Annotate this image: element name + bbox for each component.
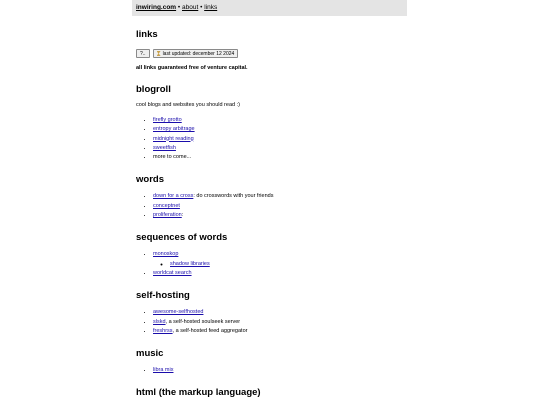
site-home-link[interactable]: inwiring.com — [136, 4, 177, 11]
hourglass-icon — [157, 51, 161, 56]
list-item — [153, 202, 406, 211]
link-monoskop[interactable]: monoskop — [153, 251, 179, 258]
section-title: blogroll — [136, 84, 171, 95]
last-updated-button[interactable] — [153, 49, 239, 58]
link-libra-mix[interactable]: libra mix — [153, 367, 174, 374]
list-item — [153, 125, 406, 134]
link-entropy-arbitrage[interactable]: entropy arbitrage — [153, 126, 195, 133]
nav-about-link[interactable]: about — [182, 4, 199, 11]
list-item — [153, 366, 406, 375]
list-item — [153, 135, 406, 144]
link-down-for-a-cross[interactable]: down for a cross — [153, 193, 194, 200]
list-item — [153, 153, 406, 162]
tagline: all links guaranteed free of venture capital. — [136, 65, 248, 71]
link-list — [136, 192, 406, 220]
link-list — [136, 366, 406, 375]
link-sweetfish[interactable]: sweetfish — [153, 144, 176, 151]
nav-separator: • — [200, 4, 203, 11]
section-html — [136, 387, 406, 398]
link-midnight-reading[interactable]: midnight reading — [153, 135, 194, 142]
nav-separator: • — [177, 4, 181, 11]
top-nav — [136, 4, 217, 12]
list-item — [170, 260, 406, 269]
link-conceptnet[interactable]: conceptnet — [153, 202, 180, 209]
nav-links-link[interactable]: links — [204, 4, 218, 11]
list-item — [153, 327, 406, 336]
link-list — [136, 116, 406, 162]
section-sequences-of-words — [136, 232, 406, 278]
link-shadow-libraries[interactable]: shadow libraries — [170, 260, 210, 267]
link-freshrss[interactable]: freshrss — [153, 327, 173, 334]
controls-row — [136, 49, 406, 58]
page-title: links — [136, 29, 158, 40]
list-item — [153, 269, 406, 278]
section-title: music — [136, 348, 164, 360]
link-description: : — [181, 212, 184, 219]
list-item — [153, 250, 406, 269]
section-title: html (the markup language) — [136, 387, 261, 399]
link-description: , a self-hosted feed aggregator — [172, 327, 248, 334]
list-item — [153, 211, 406, 220]
list-item — [153, 116, 406, 125]
main-content — [136, 29, 406, 405]
sub-link-list — [153, 260, 406, 269]
link-description: : do crosswords with your friends — [193, 193, 274, 200]
section-title: words — [136, 174, 164, 186]
section-words — [136, 174, 406, 220]
link-worldcat-search[interactable]: worldcat search — [153, 269, 192, 276]
link-description: , a self-hosted soulseek server — [165, 318, 241, 325]
section-blogroll — [136, 84, 406, 162]
link-list — [136, 308, 406, 336]
list-item — [153, 318, 406, 327]
link-slskd[interactable]: slskd — [153, 318, 166, 325]
section-title: sequences of words — [136, 232, 228, 244]
list-item — [153, 308, 406, 317]
section-music — [136, 348, 406, 375]
more-to-come-text: more to come... — [153, 154, 192, 161]
link-proliferation[interactable]: proliferation — [153, 212, 182, 219]
section-description: cool blogs and websites you should read :) — [136, 102, 240, 108]
last-updated-label: last updated: december 12 2024 — [162, 50, 235, 57]
link-firefly-grotto[interactable]: firefly grotto — [153, 117, 182, 123]
list-item — [153, 144, 406, 153]
list-item — [153, 192, 406, 201]
link-awesome-selfhosted[interactable]: awesome-selfhosted — [153, 309, 204, 316]
link-list — [136, 250, 406, 278]
toggle-button[interactable]: ?.. — [136, 49, 150, 58]
section-self-hosting — [136, 290, 406, 336]
section-title: self-hosting — [136, 290, 190, 302]
